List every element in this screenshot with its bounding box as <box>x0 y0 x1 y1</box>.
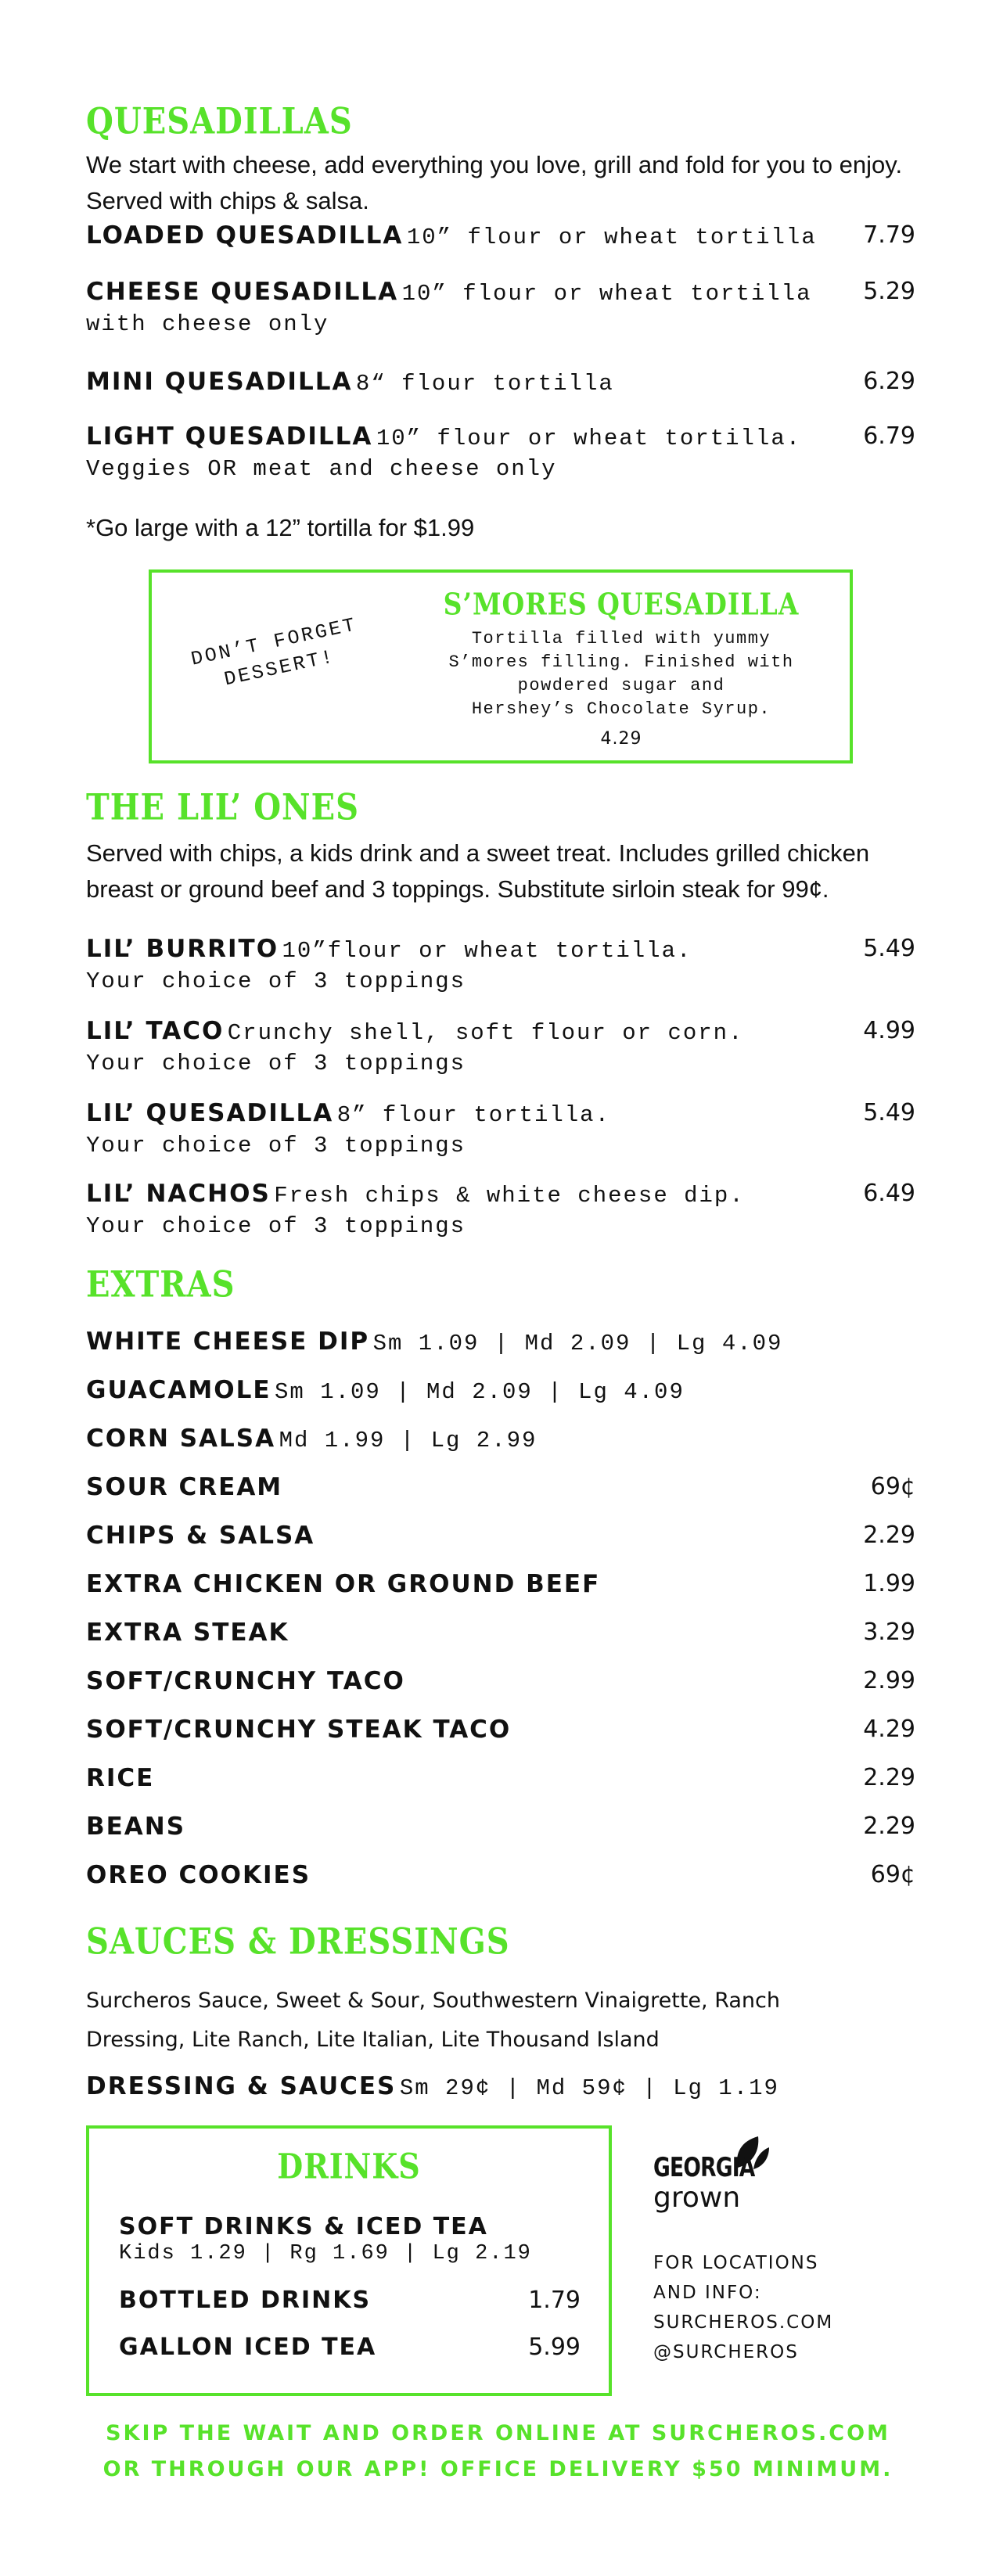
locations-info <box>653 2248 888 2367</box>
item-name: CHIPS & SALSA <box>86 1522 315 1550</box>
item-description: 10” flour or wheat tortilla <box>406 225 817 250</box>
item-name: LOADED QUESADILLA <box>86 221 404 250</box>
menu-item <box>86 1570 915 1598</box>
social-handle[interactable]: @SURCHEROS <box>653 2342 799 2362</box>
item-price: 2.29 <box>863 1813 915 1840</box>
item-name: LIL’ BURRITO <box>86 935 279 963</box>
menu-item <box>86 368 915 397</box>
menu-item <box>86 1099 915 1159</box>
item-name: SOUR CREAM <box>86 1473 283 1501</box>
item-price: 4.99 <box>863 1017 915 1044</box>
footer-line: SKIP THE WAIT AND ORDER ONLINE AT SURCHEROS.COM <box>106 2421 890 2445</box>
item-price: 1.79 <box>528 2287 581 2314</box>
menu-item <box>86 935 915 994</box>
item-description: Sm 29¢ | Md 59¢ | Lg 1.19 <box>399 2075 779 2101</box>
menu-item <box>86 1764 915 1792</box>
item-name: CORN SALSA <box>86 1425 276 1453</box>
logo-word-grown: grown <box>653 2182 741 2214</box>
sauces-heading: SAUCES & DRESSINGS <box>86 1920 510 1963</box>
footer-line: OR THROUGH OUR APP! OFFICE DELIVERY $50 MINIMUM. <box>102 2457 894 2481</box>
dessert-description-line: Tortilla filled with yummy <box>471 629 771 648</box>
sauces-list: Surcheros Sauce, Sweet & Sour, Southwestern Vinaigrette, Ranch Dressing, Lite Ranch, Lite Italian, Lite Thousand Island <box>86 1989 780 2052</box>
menu-item <box>86 1716 915 1744</box>
menu-item <box>86 1328 915 1356</box>
item-price: 7.79 <box>863 221 915 249</box>
item-name: DRESSING & SAUCES <box>86 2072 397 2100</box>
item-description: Fresh chips & white cheese dip. <box>274 1183 745 1209</box>
item-name: LIL’ TACO <box>86 1017 225 1045</box>
info-line: FOR LOCATIONS <box>653 2253 819 2273</box>
item-name: BEANS <box>86 1813 186 1841</box>
menu-item <box>86 1522 915 1550</box>
item-price: 6.49 <box>863 1180 915 1207</box>
menu-item <box>86 1619 915 1647</box>
item-description: 10” flour or wheat tortilla <box>401 281 812 307</box>
menu-item <box>86 2072 915 2101</box>
extras-heading: EXTRAS <box>86 1263 236 1306</box>
item-description: Sm 1.09 | Md 2.09 | Lg 4.09 <box>274 1379 685 1405</box>
menu-item <box>86 1473 915 1501</box>
item-description: 8“ flour tortilla <box>355 371 614 397</box>
item-description: 10”flour or wheat tortilla. <box>282 938 692 964</box>
item-name: LIL’ NACHOS <box>86 1180 271 1208</box>
menu-item <box>86 1667 915 1695</box>
item-price: 4.29 <box>863 1716 915 1743</box>
logo-word-georgia: GEORGIA <box>653 2152 755 2183</box>
dessert-description-line: Hershey’s Chocolate Syrup. <box>471 699 771 719</box>
website-link[interactable]: SURCHEROS.COM <box>653 2312 834 2333</box>
item-description: Md 1.99 | Lg 2.99 <box>279 1428 538 1453</box>
menu-item <box>86 278 915 337</box>
menu-item <box>86 1425 915 1453</box>
menu-item <box>86 1180 915 1239</box>
item-price: 2.99 <box>863 1667 915 1694</box>
dessert-title: S’MORES QUESADILLA <box>443 587 800 622</box>
menu-item <box>86 1376 915 1405</box>
dessert-tagline: DON’T FORGET DESSERT! <box>189 613 360 692</box>
item-description-line2: Veggies OR meat and cheese only <box>86 456 557 482</box>
item-name: CHEESE QUESADILLA <box>86 278 399 306</box>
drinks-heading: DRINKS <box>277 2146 421 2186</box>
item-price: 5.49 <box>863 1099 915 1126</box>
item-price: 5.99 <box>528 2333 581 2361</box>
dessert-box <box>149 569 853 763</box>
item-description-line2: Your choice of 3 toppings <box>86 1213 466 1239</box>
item-description: 10” flour or wheat tortilla. <box>376 426 802 451</box>
georgia-grown-logo <box>653 2133 778 2243</box>
menu-item <box>86 1813 915 1841</box>
item-name: WHITE CHEESE DIP <box>86 1328 370 1356</box>
item-price: 69¢ <box>870 1473 915 1500</box>
item-name: SOFT/CRUNCHY TACO <box>86 1667 405 1695</box>
item-description-line2: Your choice of 3 toppings <box>86 1051 466 1076</box>
item-name: LIL’ QUESADILLA <box>86 1099 334 1127</box>
item-name: EXTRA STEAK <box>86 1619 289 1647</box>
item-price: 2.29 <box>863 1522 915 1549</box>
menu-item <box>86 422 915 482</box>
menu-item <box>86 1861 915 1889</box>
dessert-description <box>441 627 801 721</box>
info-line: AND INFO: <box>653 2283 762 2303</box>
drinks-box <box>86 2125 612 2396</box>
item-name: GALLON ICED TEA <box>119 2333 377 2361</box>
dessert-description-line: S’mores filling. Finished with <box>448 652 794 672</box>
item-name: LIGHT QUESADILLA <box>86 422 373 451</box>
item-name: SOFT/CRUNCHY STEAK TACO <box>86 1716 512 1744</box>
quesadillas-heading: QUESADILLAS <box>86 100 353 143</box>
item-description: Crunchy shell, soft flour or corn. <box>227 1020 744 1046</box>
item-description: 8” flour tortilla. <box>336 1102 610 1128</box>
item-price: 1.99 <box>863 1570 915 1597</box>
menu-item <box>119 2287 581 2314</box>
large-tortilla-note: *Go large with a 12” tortilla for $1.99 <box>86 514 475 541</box>
lil-ones-heading: THE LIL’ ONES <box>86 786 359 829</box>
item-description-line2: with cheese only <box>86 311 329 337</box>
dessert-description-line: powdered sugar and <box>517 676 725 695</box>
dessert-price: 4.29 <box>600 729 642 749</box>
item-price: 6.29 <box>863 368 915 395</box>
item-name: MINI QUESADILLA <box>86 368 353 396</box>
item-name: SOFT DRINKS & ICED TEA <box>119 2213 488 2240</box>
item-price: 2.29 <box>863 1764 915 1791</box>
item-description: Kids 1.29 | Rg 1.69 | Lg 2.19 <box>119 2242 532 2265</box>
item-description-line2: Your choice of 3 toppings <box>86 1133 466 1159</box>
item-price: 5.49 <box>863 935 915 962</box>
item-price: 5.29 <box>863 278 915 305</box>
menu-item <box>119 2333 581 2361</box>
menu-item <box>86 221 915 250</box>
item-name: GUACAMOLE <box>86 1376 271 1404</box>
item-description: Sm 1.09 | Md 2.09 | Lg 4.09 <box>372 1331 783 1356</box>
lil-ones-intro: Served with chips, a kids drink and a sweet treat. Includes grilled chicken breast or ground beef and 3 toppings. Substitute sirloin steak for 99¢. <box>86 839 870 903</box>
item-price: 69¢ <box>870 1861 915 1888</box>
item-price: 3.29 <box>863 1619 915 1646</box>
item-name: OREO COOKIES <box>86 1861 311 1889</box>
item-name: EXTRA CHICKEN OR GROUND BEEF <box>86 1570 601 1598</box>
quesadillas-intro: We start with cheese, add everything you love, grill and fold for you to enjoy. Served with chips & salsa. <box>86 151 903 214</box>
menu-item <box>119 2213 581 2265</box>
item-name: RICE <box>86 1764 155 1792</box>
item-description-line2: Your choice of 3 toppings <box>86 968 466 994</box>
item-price: 6.79 <box>863 422 915 450</box>
item-name: BOTTLED DRINKS <box>119 2287 372 2314</box>
menu-item <box>86 1017 915 1076</box>
